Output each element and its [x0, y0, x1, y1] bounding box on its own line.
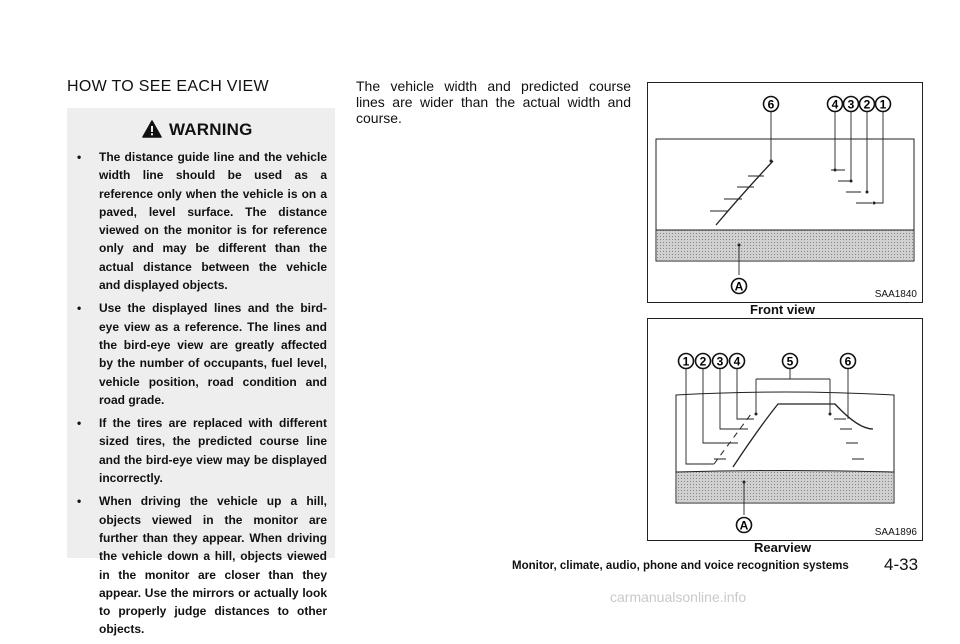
warning-item-text: If the tires are replaced with different sized tires, the predicted course line and the bird-eye view may be displayed incorrectly. — [99, 416, 327, 486]
marker-label: 6 — [767, 97, 775, 112]
rear-view-figure — [647, 318, 923, 541]
marker-label: A — [734, 279, 744, 294]
marker-label: A — [739, 518, 749, 533]
marker-label: 5 — [786, 354, 794, 369]
marker-a — [737, 518, 752, 533]
screen-outline — [676, 392, 894, 503]
marker-3 — [713, 354, 728, 369]
body-paragraph: The vehicle width and predicted course lines are wider than the actual width and course. — [356, 78, 631, 126]
warning-item — [77, 414, 327, 487]
watermark: carmanualsonline.info — [610, 589, 747, 605]
screen-outline — [656, 139, 914, 261]
marker-label: 6 — [844, 354, 852, 369]
warning-item-text: The distance guide line and the vehicle width line should be used as a reference only when the vehicle is on a paved, level surface. The distance viewed on the monitor is for reference only and may be different than the actual distance between the vehicle and displayed objects. — [99, 150, 327, 293]
footer-section-title: Monitor, climate, audio, phone and voice recognition systems — [512, 560, 849, 572]
marker-label: 4 — [733, 354, 741, 369]
warning-item — [77, 492, 327, 638]
figure-caption: Rearview — [754, 540, 812, 555]
marker-label: 2 — [863, 97, 871, 112]
marker-3 — [844, 97, 859, 112]
marker-1 — [876, 97, 891, 112]
warning-list — [77, 148, 327, 644]
figure-caption: Front view — [750, 302, 816, 317]
predicted-course-line — [716, 161, 773, 225]
bullet: • — [77, 301, 82, 316]
marker-6 — [841, 354, 856, 369]
warning-item — [77, 299, 327, 409]
marker-4 — [828, 97, 843, 112]
marker-2 — [696, 354, 711, 369]
marker-label: 4 — [831, 97, 839, 112]
warning-title: WARNING — [169, 120, 253, 139]
section-heading: HOW TO SEE EACH VIEW — [67, 78, 269, 95]
front-view-diagram — [648, 83, 922, 302]
page-number: 4-33 — [884, 555, 919, 574]
bullet: • — [77, 416, 82, 431]
marker-label: 1 — [682, 354, 690, 369]
width-line — [714, 414, 751, 464]
marker-2 — [860, 97, 875, 112]
predicted-course-line — [733, 404, 873, 467]
warning-item-text: When driving the vehicle up a hill, objects viewed in the monitor are further than they appear. When driving the vehicle down a hill, objects viewed in the monitor are closer than they appear. Use the mirrors or actually look to properly judge distances to other objects. — [99, 494, 327, 637]
bullet: • — [77, 494, 82, 509]
marker-4 — [730, 354, 745, 369]
marker-label: 2 — [699, 354, 707, 369]
bullet: • — [77, 150, 82, 164]
marker-a — [732, 279, 747, 294]
warning-item-text: Use the displayed lines and the bird-eye view as a reference. The lines and the bird-eye view are greatly affected by the number of occupants, fuel level, vehicle position, road condition and road grade. — [99, 301, 327, 407]
front-view-figure — [647, 82, 923, 303]
warning-header — [67, 118, 335, 144]
marker-label: 3 — [716, 354, 724, 369]
warning-box — [67, 108, 335, 637]
warning-icon — [142, 120, 162, 138]
figure-code: SAA1896 — [874, 527, 917, 538]
marker-label: 3 — [847, 97, 855, 112]
rear-view-diagram — [648, 319, 922, 540]
warning-item — [77, 148, 327, 294]
marker-5 — [783, 354, 798, 369]
marker-1 — [679, 354, 694, 369]
marker-6 — [764, 97, 779, 112]
figure-code: SAA1840 — [874, 289, 917, 300]
marker-label: 1 — [879, 97, 887, 112]
